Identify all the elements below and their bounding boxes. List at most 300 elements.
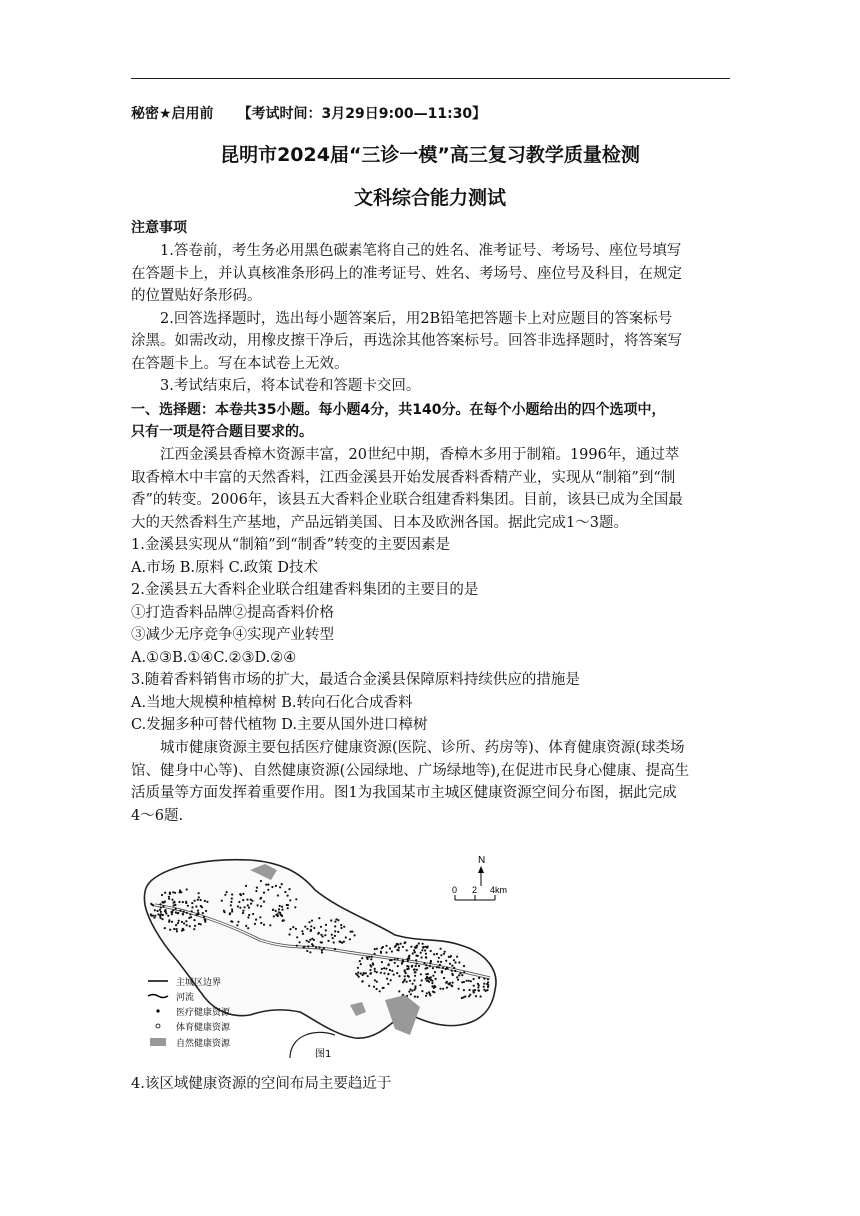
notice-heading: 注意事项 bbox=[131, 220, 187, 236]
resource-point bbox=[278, 908, 280, 910]
questions1-line: 2.金溪县五大香料企业联合组建香料集团的主要目的是 bbox=[131, 582, 479, 598]
resource-point bbox=[404, 969, 406, 971]
resource-point bbox=[425, 964, 427, 966]
resource-point bbox=[311, 943, 313, 945]
legend-sports: 体育健康资源 bbox=[176, 1023, 231, 1033]
resource-point bbox=[354, 934, 356, 936]
north-arrow-icon bbox=[478, 866, 484, 873]
resource-point bbox=[245, 925, 247, 927]
resource-point bbox=[355, 973, 357, 975]
resource-point bbox=[421, 979, 423, 981]
resource-point bbox=[483, 983, 485, 985]
resource-point bbox=[473, 985, 475, 987]
resource-point bbox=[173, 901, 175, 903]
resource-point bbox=[157, 913, 159, 915]
resource-point bbox=[237, 921, 239, 923]
resource-point bbox=[468, 980, 470, 982]
resource-point bbox=[308, 921, 310, 923]
scale-2: 2 bbox=[472, 885, 478, 895]
resource-point bbox=[422, 943, 424, 945]
resource-point bbox=[320, 941, 322, 943]
resource-point bbox=[197, 910, 199, 912]
scale-0: 0 bbox=[452, 885, 458, 895]
resource-point bbox=[164, 927, 166, 929]
resource-point bbox=[398, 990, 400, 992]
resource-point bbox=[425, 953, 427, 955]
resource-point bbox=[391, 970, 393, 972]
resource-point bbox=[457, 979, 459, 981]
resource-point bbox=[374, 948, 376, 950]
resource-point bbox=[416, 945, 418, 947]
exam-header-line bbox=[131, 103, 741, 125]
resource-point bbox=[374, 970, 376, 972]
resource-point bbox=[174, 892, 176, 894]
passage2-line: 活质量等方面发挥着重要作用。图1为我国某市主城区健康资源空间分布图，据此完成 bbox=[131, 785, 677, 801]
resource-point bbox=[475, 995, 477, 997]
resource-point bbox=[171, 921, 173, 923]
resource-point bbox=[446, 987, 448, 989]
resource-point bbox=[334, 930, 336, 932]
resource-point bbox=[396, 972, 398, 974]
resource-point bbox=[230, 904, 232, 906]
resource-point bbox=[414, 989, 416, 991]
resource-point bbox=[171, 913, 173, 915]
resource-point bbox=[430, 979, 432, 981]
resource-point bbox=[185, 901, 187, 903]
resource-point bbox=[186, 924, 188, 926]
resource-point bbox=[456, 976, 458, 978]
resource-point bbox=[438, 966, 440, 968]
resource-point bbox=[194, 900, 196, 902]
resource-point bbox=[248, 914, 250, 916]
resource-point bbox=[418, 942, 420, 944]
resource-point bbox=[430, 960, 432, 962]
resource-point bbox=[434, 971, 436, 973]
resource-point bbox=[168, 898, 170, 900]
resource-point bbox=[191, 902, 193, 904]
resource-point bbox=[271, 886, 273, 888]
resource-point bbox=[417, 955, 419, 957]
resource-point bbox=[424, 949, 426, 951]
resource-point bbox=[404, 941, 406, 943]
resource-point bbox=[478, 977, 480, 979]
resource-point bbox=[309, 939, 311, 941]
resource-point bbox=[292, 926, 294, 928]
resource-point bbox=[257, 904, 259, 906]
resource-point bbox=[281, 906, 283, 908]
resource-point bbox=[260, 922, 262, 924]
resource-point bbox=[370, 972, 372, 974]
resource-point bbox=[360, 963, 362, 965]
resource-point bbox=[387, 983, 389, 985]
section-heading-line2: 只有一项是符合题目要求的。 bbox=[131, 424, 313, 440]
resource-point bbox=[461, 981, 463, 983]
resource-point bbox=[368, 956, 370, 958]
resource-point bbox=[463, 971, 465, 973]
resource-point bbox=[320, 934, 322, 936]
resource-point bbox=[388, 963, 390, 965]
questions1-line: C.发掘多种可替代植物 D.主要从国外进口樟树 bbox=[131, 717, 428, 733]
resource-point bbox=[337, 919, 339, 921]
resource-point bbox=[374, 979, 376, 981]
resource-point bbox=[247, 927, 249, 929]
resource-point bbox=[385, 968, 387, 970]
resource-point bbox=[175, 924, 177, 926]
resource-point bbox=[188, 917, 190, 919]
resource-point bbox=[197, 912, 199, 914]
exam-time: 【考试时间：3月29日9:00—11:30】 bbox=[237, 106, 487, 122]
resource-point bbox=[372, 964, 374, 966]
resource-point bbox=[245, 885, 247, 887]
resource-point bbox=[487, 981, 489, 983]
resource-point bbox=[483, 978, 485, 980]
resource-point bbox=[255, 919, 257, 921]
resource-point bbox=[425, 957, 427, 959]
resource-point bbox=[179, 910, 181, 912]
resource-point bbox=[153, 917, 155, 919]
resource-point bbox=[175, 911, 177, 913]
resource-point bbox=[150, 913, 152, 915]
resource-point bbox=[229, 913, 231, 915]
resource-point bbox=[205, 910, 207, 912]
resource-point bbox=[267, 889, 269, 891]
resource-point bbox=[397, 958, 399, 960]
resource-point bbox=[433, 991, 435, 993]
resource-point bbox=[226, 891, 228, 893]
resource-point bbox=[454, 961, 456, 963]
resource-point bbox=[361, 957, 363, 959]
resource-point bbox=[189, 913, 191, 915]
resource-point bbox=[277, 894, 279, 896]
scale-4km: 4km bbox=[490, 885, 508, 895]
resource-point bbox=[321, 949, 323, 951]
resource-point bbox=[443, 953, 445, 955]
legend-natural: 自然健康资源 bbox=[176, 1039, 231, 1049]
resource-point bbox=[376, 948, 378, 950]
resource-point bbox=[167, 915, 169, 917]
resource-point bbox=[237, 905, 239, 907]
resource-point bbox=[397, 965, 399, 967]
resource-point bbox=[430, 950, 432, 952]
figure-caption: 图1 bbox=[315, 1049, 332, 1060]
legend bbox=[148, 976, 231, 1049]
resource-point bbox=[451, 970, 453, 972]
resource-point bbox=[310, 929, 312, 931]
resource-point bbox=[449, 956, 451, 958]
resource-point bbox=[223, 910, 225, 912]
resource-point bbox=[311, 920, 313, 922]
resource-point bbox=[381, 968, 383, 970]
resource-point bbox=[313, 927, 315, 929]
resource-point bbox=[360, 972, 362, 974]
resource-point bbox=[408, 957, 410, 959]
resource-point bbox=[480, 995, 482, 997]
resource-point bbox=[320, 926, 322, 928]
resource-point bbox=[193, 919, 195, 921]
resource-point bbox=[279, 886, 281, 888]
notice-line: 在答题卡上，并认真核准条形码上的准考证号、姓名、考场号、座位号及科目，在规定 bbox=[131, 265, 682, 282]
resource-point bbox=[414, 968, 416, 970]
resource-point bbox=[487, 978, 489, 980]
resource-point bbox=[242, 912, 244, 914]
resource-point bbox=[302, 946, 304, 948]
resource-point bbox=[202, 912, 204, 914]
resource-point bbox=[287, 907, 289, 909]
secret-label: 秘密★启用前 bbox=[131, 106, 214, 122]
resource-point bbox=[307, 945, 309, 947]
resource-point bbox=[325, 924, 327, 926]
resource-point bbox=[343, 941, 345, 943]
notice-line: 3.考试结束后，将本试卷和答题卡交回。 bbox=[160, 378, 421, 394]
resource-point bbox=[409, 988, 411, 990]
resource-point bbox=[231, 910, 233, 912]
resource-point bbox=[383, 967, 385, 969]
resource-point bbox=[402, 946, 404, 948]
questions1-line: 3.随着香料销售市场的扩大，最适合金溪县保障原料持续供应的措施是 bbox=[131, 672, 580, 688]
resource-point bbox=[376, 971, 378, 973]
resource-point bbox=[306, 940, 308, 942]
resource-point bbox=[299, 941, 301, 943]
resource-point bbox=[393, 974, 395, 976]
resource-point bbox=[415, 959, 417, 961]
resource-point bbox=[362, 974, 364, 976]
resource-point bbox=[452, 982, 454, 984]
resource-point bbox=[160, 906, 162, 908]
resource-point bbox=[294, 906, 296, 908]
resource-point bbox=[380, 972, 382, 974]
resource-point bbox=[472, 990, 474, 992]
resource-point bbox=[408, 991, 410, 993]
resource-point bbox=[281, 883, 283, 885]
resource-point bbox=[391, 950, 393, 952]
resource-point bbox=[231, 893, 233, 895]
resource-point bbox=[177, 922, 179, 924]
resource-point bbox=[304, 926, 306, 928]
resource-point bbox=[224, 894, 226, 896]
resource-point bbox=[296, 945, 298, 947]
resource-point bbox=[242, 910, 244, 912]
resource-point bbox=[273, 915, 275, 917]
resource-point bbox=[370, 965, 372, 967]
resource-point bbox=[406, 949, 408, 951]
questions1-line: 1.金溪县实现从“制箱”到“制香”转变的主要因素是 bbox=[131, 537, 450, 553]
resource-point bbox=[433, 953, 435, 955]
resource-point bbox=[186, 912, 188, 914]
notice-line: 1.答卷前，考生务必用黑色碳素笔将自己的姓名、准考证号、考场号、座位号填写 bbox=[160, 243, 682, 259]
resource-point bbox=[327, 940, 329, 942]
resource-point bbox=[256, 887, 258, 889]
resource-point bbox=[195, 905, 197, 907]
resource-point bbox=[440, 954, 442, 956]
resource-point bbox=[169, 929, 171, 931]
resource-point bbox=[183, 922, 185, 924]
resource-point bbox=[379, 990, 381, 992]
resource-point bbox=[436, 966, 438, 968]
resource-point bbox=[383, 972, 385, 974]
resource-point bbox=[287, 895, 289, 897]
resource-point bbox=[365, 972, 367, 974]
resource-point bbox=[310, 925, 312, 927]
resource-point bbox=[280, 914, 282, 916]
resource-point bbox=[178, 901, 180, 903]
resource-point bbox=[394, 946, 396, 948]
resource-point bbox=[421, 990, 423, 992]
resource-point bbox=[161, 901, 163, 903]
resource-point bbox=[159, 909, 161, 911]
resource-point bbox=[318, 917, 320, 919]
resource-point bbox=[439, 964, 441, 966]
resource-point bbox=[173, 928, 175, 930]
resource-point bbox=[179, 889, 181, 891]
resource-point bbox=[221, 900, 223, 902]
resource-point bbox=[263, 901, 265, 903]
resource-point bbox=[383, 987, 385, 989]
resource-point bbox=[464, 995, 466, 997]
resource-point bbox=[461, 997, 463, 999]
resource-point bbox=[454, 970, 456, 972]
resource-point bbox=[178, 920, 180, 922]
resource-point bbox=[289, 899, 291, 901]
resource-point bbox=[473, 978, 475, 980]
health-resource-map bbox=[140, 850, 540, 1065]
resource-point bbox=[230, 901, 232, 903]
resource-point bbox=[453, 959, 455, 961]
resource-point bbox=[288, 888, 290, 890]
resource-point bbox=[477, 983, 479, 985]
resource-point bbox=[239, 907, 241, 909]
resource-point bbox=[254, 923, 256, 925]
resource-point bbox=[456, 956, 458, 958]
resource-point bbox=[407, 975, 409, 977]
resource-point bbox=[242, 893, 244, 895]
resource-point bbox=[446, 967, 448, 969]
resource-point bbox=[345, 936, 347, 938]
resource-point bbox=[426, 947, 428, 949]
resource-point bbox=[260, 897, 262, 899]
resource-point bbox=[410, 946, 412, 948]
resource-point bbox=[160, 911, 162, 913]
resource-point bbox=[374, 968, 376, 970]
resource-point bbox=[394, 962, 396, 964]
resource-point bbox=[451, 985, 453, 987]
resource-point bbox=[275, 910, 277, 912]
resource-point bbox=[487, 984, 489, 986]
resource-point bbox=[231, 908, 233, 910]
notice-line: 在答题卡上。写在本试卷上无效。 bbox=[131, 355, 349, 372]
resource-point bbox=[432, 975, 434, 977]
resource-point bbox=[276, 913, 278, 915]
questions1-line: ①打造香料品牌②提高香料价格 bbox=[131, 604, 334, 621]
resource-point bbox=[313, 939, 315, 941]
resource-point bbox=[418, 965, 420, 967]
resource-point bbox=[414, 971, 416, 973]
resource-point bbox=[404, 975, 406, 977]
resource-point bbox=[194, 925, 196, 927]
resource-point bbox=[186, 888, 188, 890]
resource-point bbox=[337, 931, 339, 933]
resource-point bbox=[157, 910, 159, 912]
resource-point bbox=[302, 933, 304, 935]
resource-point bbox=[248, 907, 250, 909]
notice-line: 的位置贴好条形码。 bbox=[131, 288, 262, 304]
resource-point bbox=[321, 951, 323, 953]
questions1-line: ③减少无序竞争④实现产业转型 bbox=[131, 627, 334, 643]
resource-point bbox=[429, 993, 431, 995]
resource-point bbox=[182, 901, 184, 903]
resource-point bbox=[296, 936, 298, 938]
resource-point bbox=[439, 988, 441, 990]
passage1-line: 取香樟木中丰富的天然香料，江西金溪县开始发展香料香精产业，实现从“制箱”到“制 bbox=[131, 469, 676, 486]
resource-point bbox=[173, 904, 175, 906]
resource-point bbox=[445, 960, 447, 962]
resource-point bbox=[150, 903, 152, 905]
resource-point bbox=[349, 938, 351, 940]
resource-point bbox=[334, 925, 336, 927]
resource-point bbox=[182, 913, 184, 915]
resource-point bbox=[172, 909, 174, 911]
resource-point bbox=[426, 967, 428, 969]
resource-point bbox=[246, 899, 248, 901]
resource-point bbox=[351, 931, 353, 933]
top-rule bbox=[131, 78, 730, 79]
resource-point bbox=[369, 969, 371, 971]
resource-point bbox=[272, 909, 274, 911]
resource-point bbox=[458, 961, 460, 963]
resource-point bbox=[171, 911, 173, 913]
resource-point bbox=[247, 916, 249, 918]
resource-point bbox=[288, 933, 290, 935]
resource-point bbox=[412, 983, 414, 985]
resource-point bbox=[374, 953, 376, 955]
resource-point bbox=[358, 976, 360, 978]
resource-point bbox=[239, 893, 241, 895]
resource-point bbox=[442, 988, 444, 990]
resource-point bbox=[168, 896, 170, 898]
resource-point bbox=[376, 981, 378, 983]
resource-point bbox=[421, 956, 423, 958]
resource-point bbox=[295, 928, 297, 930]
resource-point bbox=[244, 906, 246, 908]
resource-point bbox=[340, 924, 342, 926]
resource-point bbox=[411, 966, 413, 968]
resource-point bbox=[204, 900, 206, 902]
north-label: N bbox=[478, 855, 486, 866]
resource-point bbox=[334, 948, 336, 950]
resource-point bbox=[309, 951, 311, 953]
resource-point bbox=[416, 962, 418, 964]
resource-point bbox=[306, 950, 308, 952]
resource-point bbox=[398, 947, 400, 949]
resource-point bbox=[452, 974, 454, 976]
resource-point bbox=[390, 979, 392, 981]
resource-point bbox=[466, 980, 468, 982]
resource-point bbox=[485, 990, 487, 992]
resource-point bbox=[318, 932, 320, 934]
resource-point bbox=[179, 891, 181, 893]
resource-point bbox=[433, 987, 435, 989]
resource-point bbox=[169, 892, 171, 894]
resource-point bbox=[414, 946, 416, 948]
resource-point bbox=[279, 905, 281, 907]
resource-point bbox=[420, 973, 422, 975]
resource-point bbox=[441, 971, 443, 973]
passage2-line: 4～6题. bbox=[131, 807, 184, 824]
resource-point bbox=[440, 961, 442, 963]
resource-point bbox=[367, 975, 369, 977]
resource-point bbox=[386, 978, 388, 980]
resource-point bbox=[236, 924, 238, 926]
resource-point bbox=[154, 909, 156, 911]
